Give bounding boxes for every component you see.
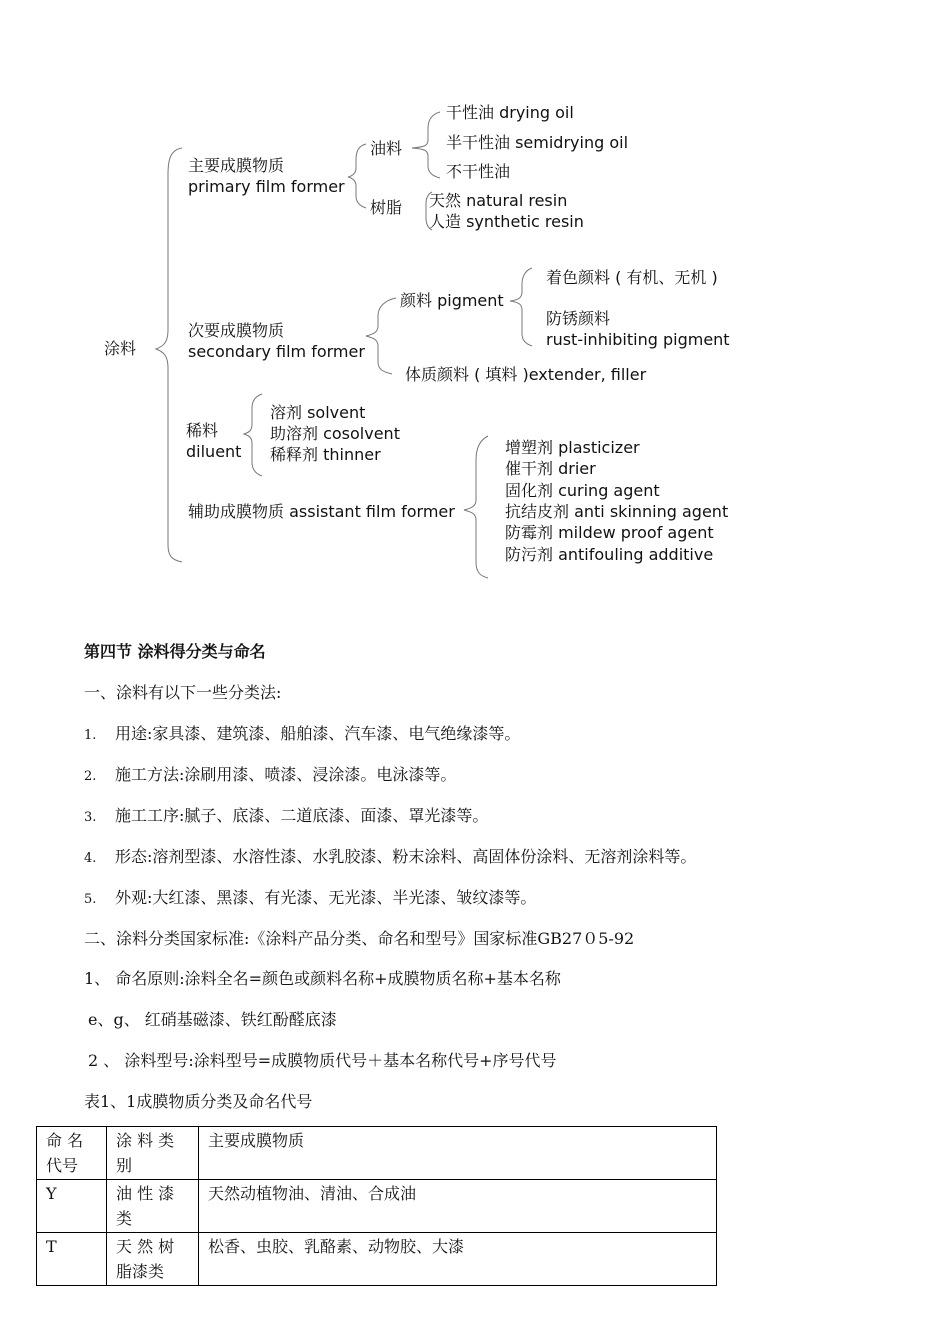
list-text: 外观:大红漆、黑漆、有光漆、无光漆、半光漆、皱纹漆等。 bbox=[115, 888, 537, 907]
list-item bbox=[84, 885, 536, 908]
list-number: 1. bbox=[84, 728, 97, 743]
main-brace bbox=[156, 148, 182, 562]
assistant-item-antifouling: 防污剂 antifouling additive bbox=[505, 545, 714, 564]
diluent-cn: 稀料 bbox=[186, 421, 219, 440]
header-code: 命 名 代号 bbox=[37, 1127, 107, 1180]
secondary-brace bbox=[366, 298, 396, 374]
oil-item-semidrying: 半干性油 semidrying oil bbox=[446, 133, 629, 152]
oil-item-nondrying: 不干性油 bbox=[446, 162, 511, 181]
list-item bbox=[84, 721, 520, 744]
secondary-film-former-cn: 次要成膜物质 bbox=[188, 321, 285, 340]
section-title: 第四节 涂料得分类与命名 bbox=[84, 642, 266, 661]
primary-film-former-en: primary film former bbox=[188, 177, 345, 196]
assistant-item-curing: 固化剂 curing agent bbox=[505, 481, 660, 500]
diagram-root-label: 涂料 bbox=[104, 339, 137, 358]
assistant-film-former: 辅助成膜物质 assistant film former bbox=[188, 502, 455, 521]
table-cell-category: 天 然 树 脂漆类 bbox=[107, 1233, 199, 1286]
table-caption: 表1、1成膜物质分类及命名代号 bbox=[84, 1092, 313, 1111]
diluent-item-thinner: 稀释剂 thinner bbox=[270, 445, 381, 464]
diluent-item-solvent: 溶剂 solvent bbox=[270, 403, 366, 422]
header-main-film-former: 主要成膜物质 bbox=[199, 1127, 717, 1180]
naming-rule: 1、 命名原则:涂料全名=颜色或颜料名称+成膜物质名称+基本名称 bbox=[84, 969, 561, 988]
assistant-item-drier: 催干剂 drier bbox=[505, 459, 596, 478]
pigment-item-coloring: 着色颜料 ( 有机、无机 ) bbox=[546, 268, 718, 287]
table-cell-code: T bbox=[37, 1233, 107, 1286]
list-text: 形态:溶剂型漆、水溶性漆、水乳胶漆、粉末涂料、高固体份涂料、无溶剂涂料等。 bbox=[115, 847, 697, 866]
oil-label: 油料 bbox=[370, 139, 403, 158]
table-header-row bbox=[37, 1127, 717, 1180]
diluent-item-cosolvent: 助溶剂 cosolvent bbox=[270, 424, 400, 443]
list-number: 3. bbox=[84, 810, 97, 825]
diluent-en: diluent bbox=[186, 442, 242, 461]
oil-item-drying: 干性油 drying oil bbox=[446, 103, 574, 122]
film-former-table bbox=[36, 1126, 717, 1286]
part2-heading: 二、涂料分类国家标准:《涂料产品分类、命名和型号》国家标准GB27０5-92 bbox=[84, 929, 635, 948]
naming-example: e、g、 红硝基磁漆、铁红酚醛底漆 bbox=[88, 1010, 337, 1029]
extender-label: 体质颜料 ( 填料 )extender, filler bbox=[405, 365, 647, 384]
model-rule: 2 、 涂料型号:涂料型号=成膜物质代号＋基本名称代号+序号代号 bbox=[88, 1051, 557, 1070]
oil-brace bbox=[412, 112, 440, 178]
primary-brace bbox=[348, 144, 366, 208]
diluent-brace bbox=[244, 394, 262, 476]
pigment-item-antirust-cn: 防锈颜料 bbox=[546, 309, 611, 328]
pigment-item-antirust-en: rust-inhibiting pigment bbox=[546, 330, 730, 349]
pigment-brace bbox=[510, 268, 532, 346]
resin-item-synthetic: 人造 synthetic resin bbox=[429, 212, 584, 231]
assistant-item-mildew: 防霉剂 mildew proof agent bbox=[505, 523, 714, 542]
list-text: 用途:家具漆、建筑漆、船舶漆、汽车漆、电气绝缘漆等。 bbox=[115, 724, 521, 743]
primary-film-former-cn: 主要成膜物质 bbox=[188, 156, 285, 175]
list-item bbox=[84, 803, 488, 826]
pigment-label: 颜料 pigment bbox=[400, 291, 504, 310]
table-cell-main: 松香、虫胶、乳酪素、动物胶、大漆 bbox=[199, 1233, 717, 1286]
table-row bbox=[37, 1233, 717, 1286]
table-cell-main: 天然动植物油、清油、合成油 bbox=[199, 1180, 717, 1233]
list-item bbox=[84, 844, 696, 867]
assistant-item-plasticizer: 增塑剂 plasticizer bbox=[505, 438, 640, 457]
resin-label: 树脂 bbox=[370, 198, 403, 217]
assistant-brace bbox=[464, 436, 488, 578]
part1-heading: 一、涂料有以下一些分类法: bbox=[84, 683, 282, 702]
assistant-item-antiskinning: 抗结皮剂 anti skinning agent bbox=[505, 502, 729, 521]
header-category: 涂 料 类 别 bbox=[107, 1127, 199, 1180]
list-text: 施工工序:腻子、底漆、二道底漆、面漆、罩光漆等。 bbox=[115, 806, 489, 825]
table-row bbox=[37, 1180, 717, 1233]
list-number: 5. bbox=[84, 892, 97, 907]
list-text: 施工方法:涂刷用漆、喷漆、浸涂漆。电泳漆等。 bbox=[115, 765, 457, 784]
list-number: 4. bbox=[84, 851, 97, 866]
table-cell-code: Y bbox=[37, 1180, 107, 1233]
table-cell-category: 油 性 漆 类 bbox=[107, 1180, 199, 1233]
list-item bbox=[84, 762, 456, 785]
resin-item-natural: 天然 natural resin bbox=[429, 191, 568, 210]
list-number: 2. bbox=[84, 769, 97, 784]
secondary-film-former-en: secondary film former bbox=[188, 342, 365, 361]
